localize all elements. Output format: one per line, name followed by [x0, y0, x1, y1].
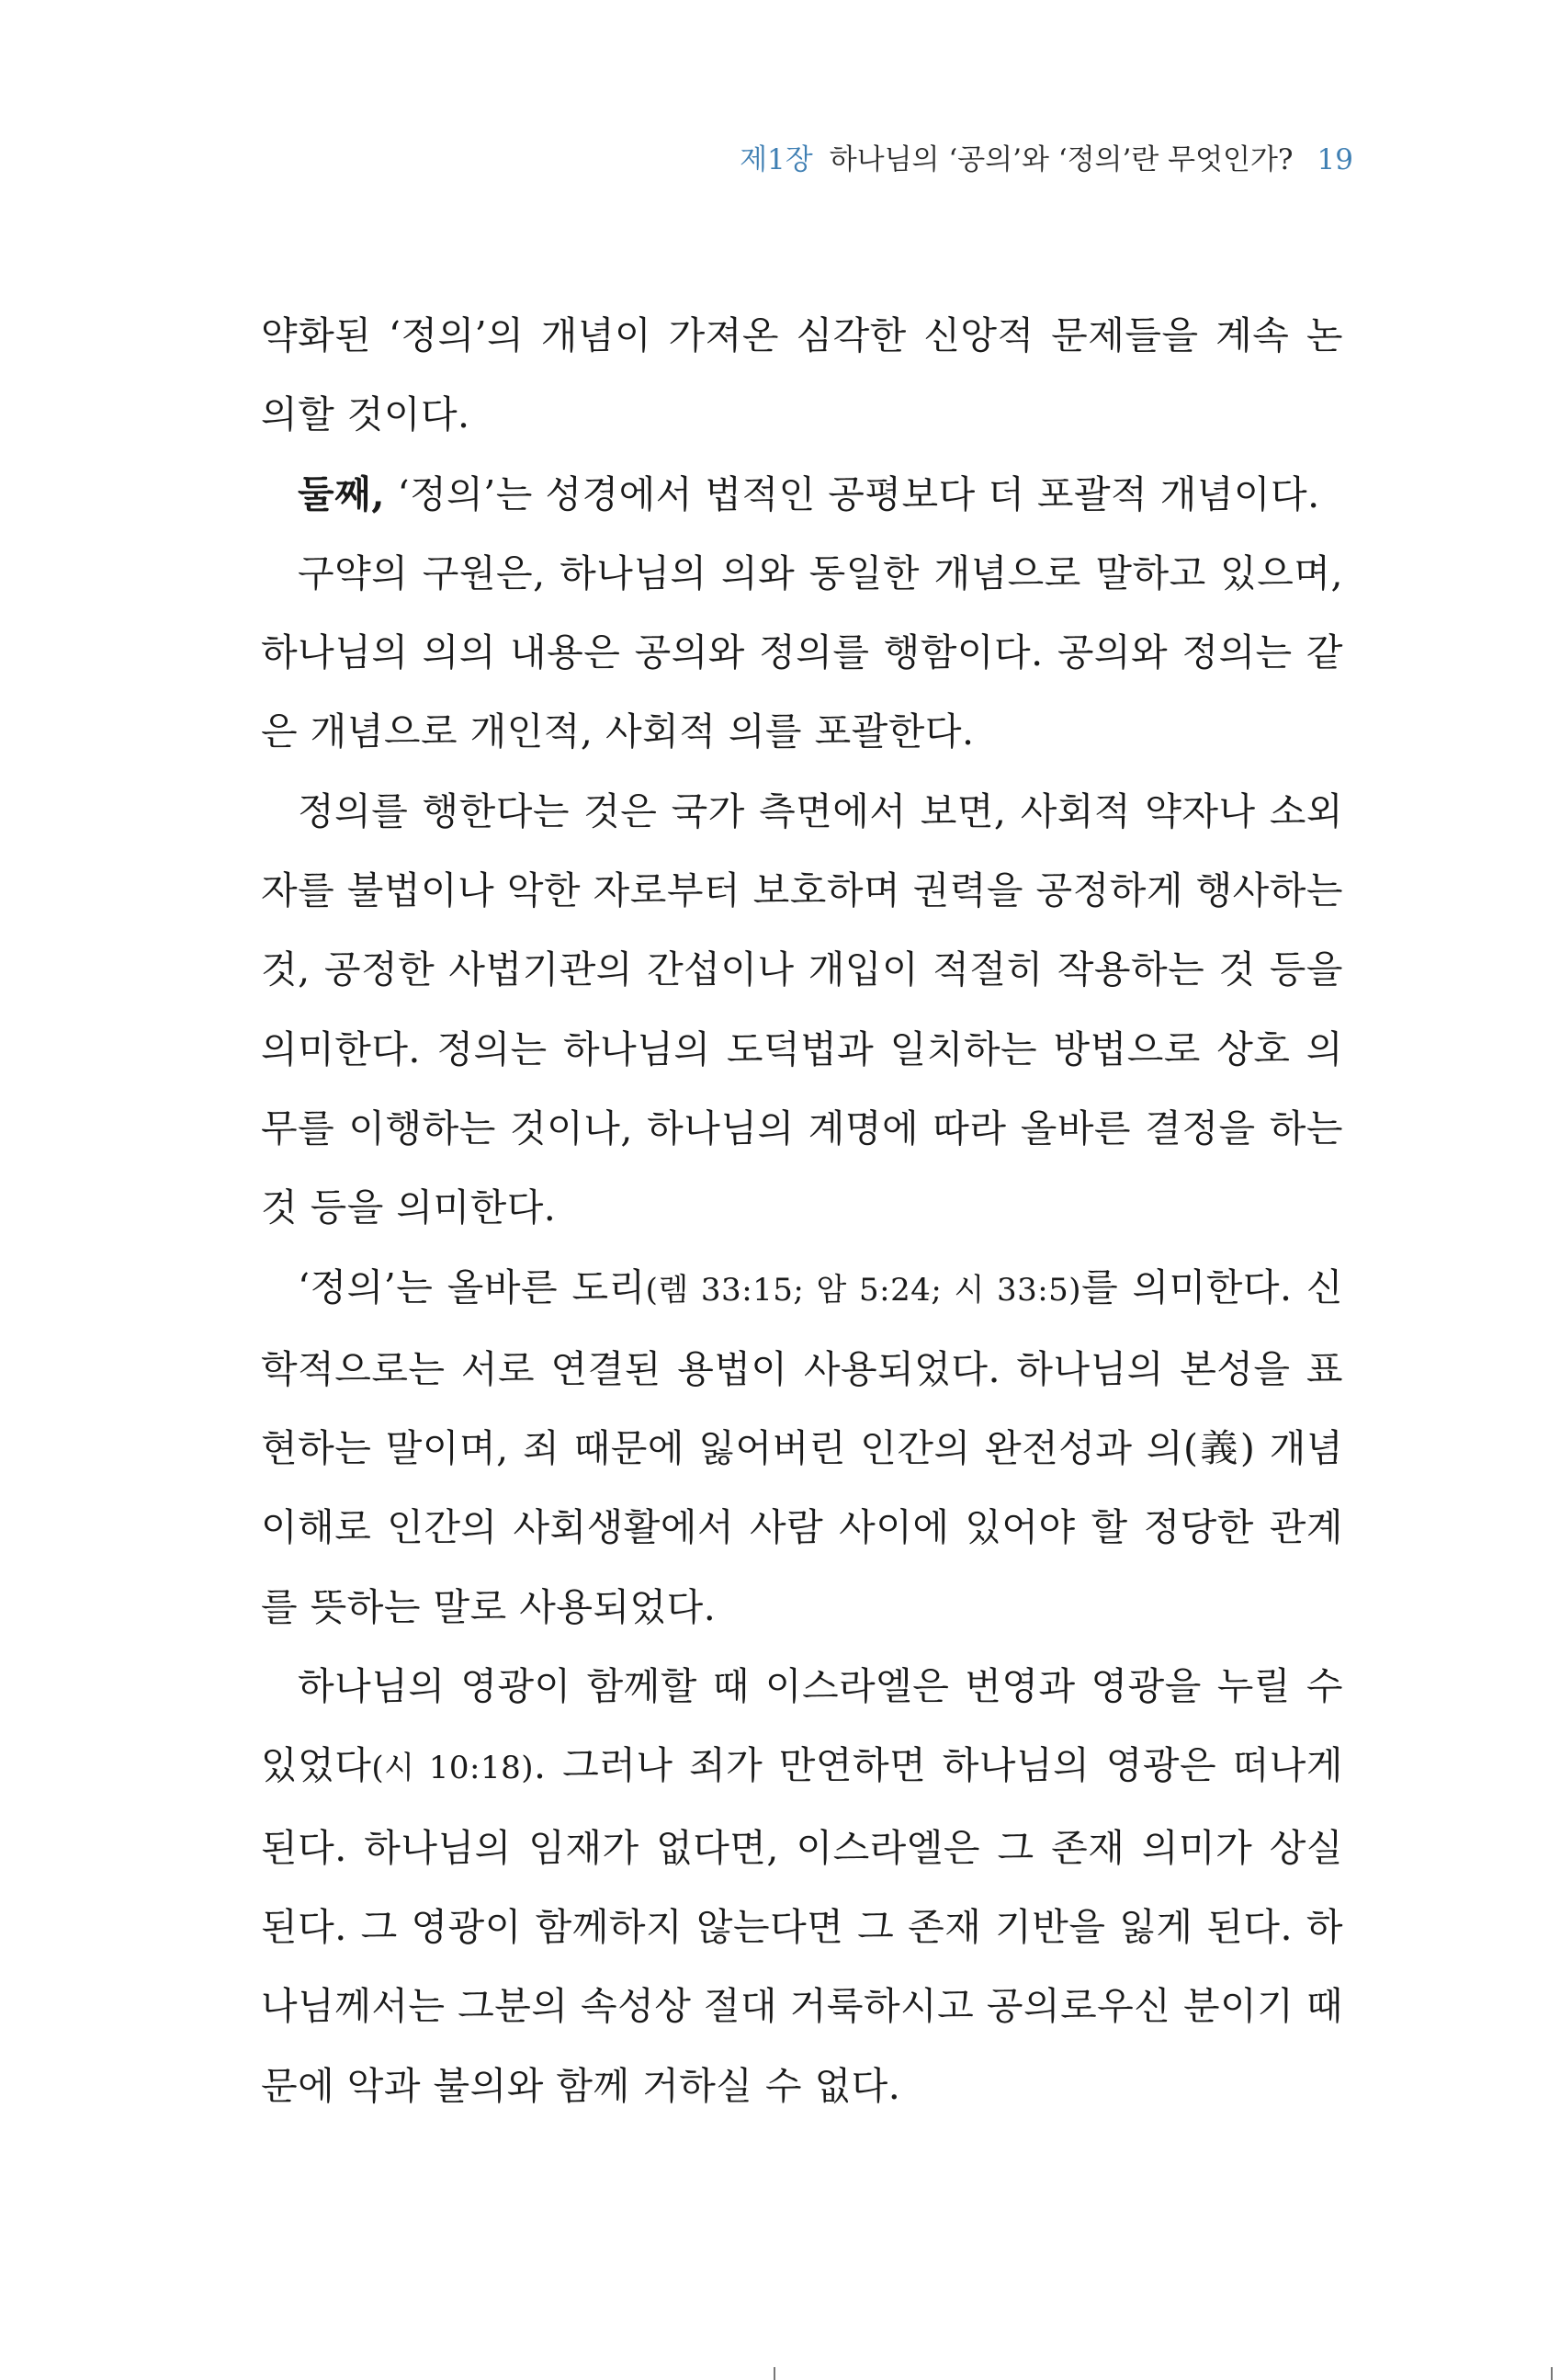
- paragraph-text: ‘정의’는 성경에서 법적인 공평보다 더 포괄적 개념이다.: [385, 471, 1320, 516]
- paragraph-doing-justice: 정의를 행한다는 것은 국가 측면에서 보면, 사회적 약자나 소외자를 불법이나 악한 자로부터 보호하며 권력을 공정하게 행사하는 것, 공정한 사법기관의 간섭이나 개입이 적절히 작용하는 것 등을 의미한다. 정의는 하나님의 도덕법과 일치하는 방법으로 상호 의무를 이행하는 것이나, 하나님의 계명에 따라 올바른 결정을 하는 것 등을 의미한다.: [261, 788, 1343, 1230]
- page-number: 19: [1317, 143, 1353, 176]
- running-header: [740, 138, 1353, 182]
- scripture-reference: (렘 33:15; 암 5:24; 시 33:5): [645, 1271, 1082, 1309]
- chapter-title: 하나님의 ‘공의’와 ‘정의’란 무엇인가?: [829, 143, 1294, 176]
- paragraph-text: 를 의미한다. 신학적으로는 서로 연결된 용법이 사용되었다. 하나님의 본성을 표현하는 말이며, 죄 때문에 잃어버린 인간의 완전성과 의(義) 개념 이해로 인간의 사회생활에서 사람 사이에 있어야 할 정당한 관계를 뜻하는 말로 사용되었다.: [261, 1264, 1343, 1629]
- crop-mark: [774, 2367, 775, 2380]
- crop-mark: [1551, 2367, 1553, 2380]
- paragraph-text: ‘정의’는 올바른 도리: [298, 1264, 646, 1309]
- paragraph-text: 하나님의 영광이 함께할 때 이스라엘은 번영과 영광을 누릴 수 있었다: [261, 1664, 1343, 1788]
- paragraph-salvation: 구약의 구원은, 하나님의 의와 동일한 개념으로 말하고 있으며, 하나님의 의의 내용은 공의와 정의를 행함이다. 공의와 정의는 같은 개념으로 개인적, 사회적 의를 포괄한다.: [261, 550, 1343, 754]
- chapter-label: 제1장: [740, 143, 813, 176]
- point-label: 둘째,: [298, 471, 385, 516]
- paragraph-continued: 약화된 ‘정의’의 개념이 가져온 심각한 신앙적 문제들을 계속 논의할 것이다.: [261, 313, 1343, 437]
- paragraph-glory: [261, 1647, 1343, 2125]
- scripture-reference: (시 10:18): [371, 1750, 535, 1787]
- body-text: [261, 296, 1343, 2125]
- paragraph-second-point: [261, 455, 1343, 534]
- paragraph-text: . 그러나 죄가 만연하면 하나님의 영광은 떠나게 된다. 하나님의 임재가 없다면, 이스라엘은 그 존재 의미가 상실된다. 그 영광이 함께하지 않는다면 그 존재 기반을 잃게 된다. 하나님께서는 그분의 속성상 절대 거룩하시고 공의로우신 분이기 때문에 악과 불의와 함께 거하실 수 없다.: [261, 1743, 1343, 2108]
- paragraph-justice-meaning: [261, 1248, 1343, 1647]
